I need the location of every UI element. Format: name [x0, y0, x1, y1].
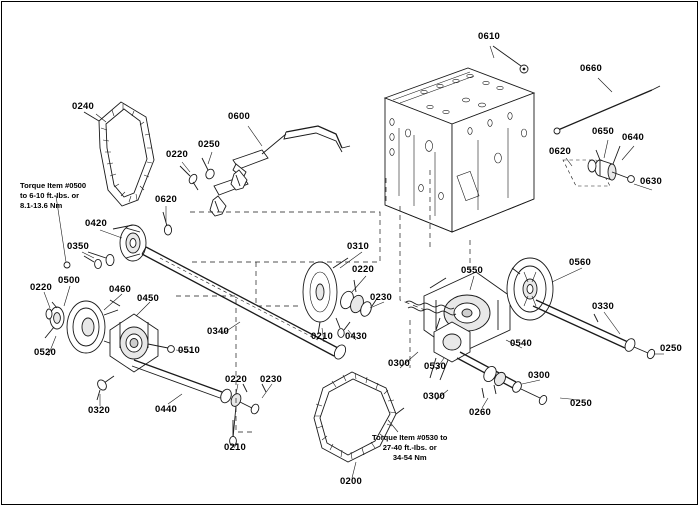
callout-0660: 0660 [580, 63, 602, 74]
callout-0560: 0560 [569, 257, 591, 268]
callout-0510: 0510 [178, 345, 200, 356]
main-frame-housing [385, 68, 534, 232]
callout-0300-left: 0300 [388, 358, 410, 369]
part-0250-0220-fasteners-upper [180, 158, 216, 190]
torque-note-0500-line1: Torque Item #0500 [20, 181, 87, 190]
callout-0500: 0500 [58, 275, 80, 286]
callout-0250-right: 0250 [660, 343, 682, 354]
callout-0630: 0630 [640, 176, 662, 187]
callout-0210-center: 0210 [311, 331, 333, 342]
callout-0460: 0460 [109, 284, 131, 295]
callout-0530: 0530 [424, 361, 446, 372]
callout-0420: 0420 [85, 218, 107, 229]
callout-0260: 0260 [469, 407, 491, 418]
callout-0320: 0320 [88, 405, 110, 416]
callout-0600: 0600 [228, 111, 250, 122]
callout-0610: 0610 [478, 31, 500, 42]
part-0320-bolt [96, 376, 114, 400]
torque-note-0530-line1: Torque Item #0530 to [372, 433, 448, 442]
callout-0310: 0310 [347, 241, 369, 252]
callout-0650: 0650 [592, 126, 614, 137]
callout-0520: 0520 [34, 347, 56, 358]
callout-0540: 0540 [510, 338, 532, 349]
callout-0300-center: 0300 [423, 391, 445, 402]
torque-note-0500-line3: 8.1-13.6 Nm [20, 201, 63, 210]
callout-0200: 0200 [340, 476, 362, 487]
part-0240-chain [84, 102, 154, 206]
callout-0210-lower: 0210 [224, 442, 246, 453]
callout-0300-right: 0300 [528, 370, 550, 381]
callout-0240: 0240 [72, 101, 94, 112]
torque-note-0500-line2: to 6-10 ft.-Ibs. or [20, 191, 80, 200]
torque-note-0500 [20, 181, 86, 211]
callout-0220-center: 0220 [352, 264, 374, 275]
callout-0450: 0450 [137, 293, 159, 304]
part-0520-washer-assembly [45, 302, 64, 338]
callout-0550: 0550 [461, 265, 483, 276]
part-0610-fastener [493, 46, 528, 73]
part-0420-pulley-left [113, 225, 146, 261]
callout-0430: 0430 [345, 331, 367, 342]
callout-0220-upper: 0220 [166, 149, 188, 160]
torque-note-0530-line3: 34-54 Nm [392, 453, 427, 462]
callout-0250-upper: 0250 [198, 139, 220, 150]
torque-note-0530 [372, 433, 447, 463]
part-0600-handle [210, 126, 350, 216]
torque-note-0530-line2: 27-40 ft.-Ibs. or [382, 443, 437, 452]
part-right-cluster [563, 146, 634, 186]
callout-0340: 0340 [207, 326, 229, 337]
part-0560-pulley [507, 258, 553, 320]
callout-0640: 0640 [622, 132, 644, 143]
callout-0230-lower: 0230 [260, 374, 282, 385]
callout-0250-lower: 0250 [570, 398, 592, 409]
callout-0620-left: 0620 [155, 194, 177, 205]
callout-0220-left: 0220 [30, 282, 52, 293]
callout-0220-lower: 0220 [225, 374, 247, 385]
callout-0330: 0330 [592, 301, 614, 312]
callout-0230-center: 0230 [370, 292, 392, 303]
callout-0350: 0350 [67, 241, 89, 252]
callout-0620-right: 0620 [549, 146, 571, 157]
callout-0440: 0440 [155, 404, 177, 415]
